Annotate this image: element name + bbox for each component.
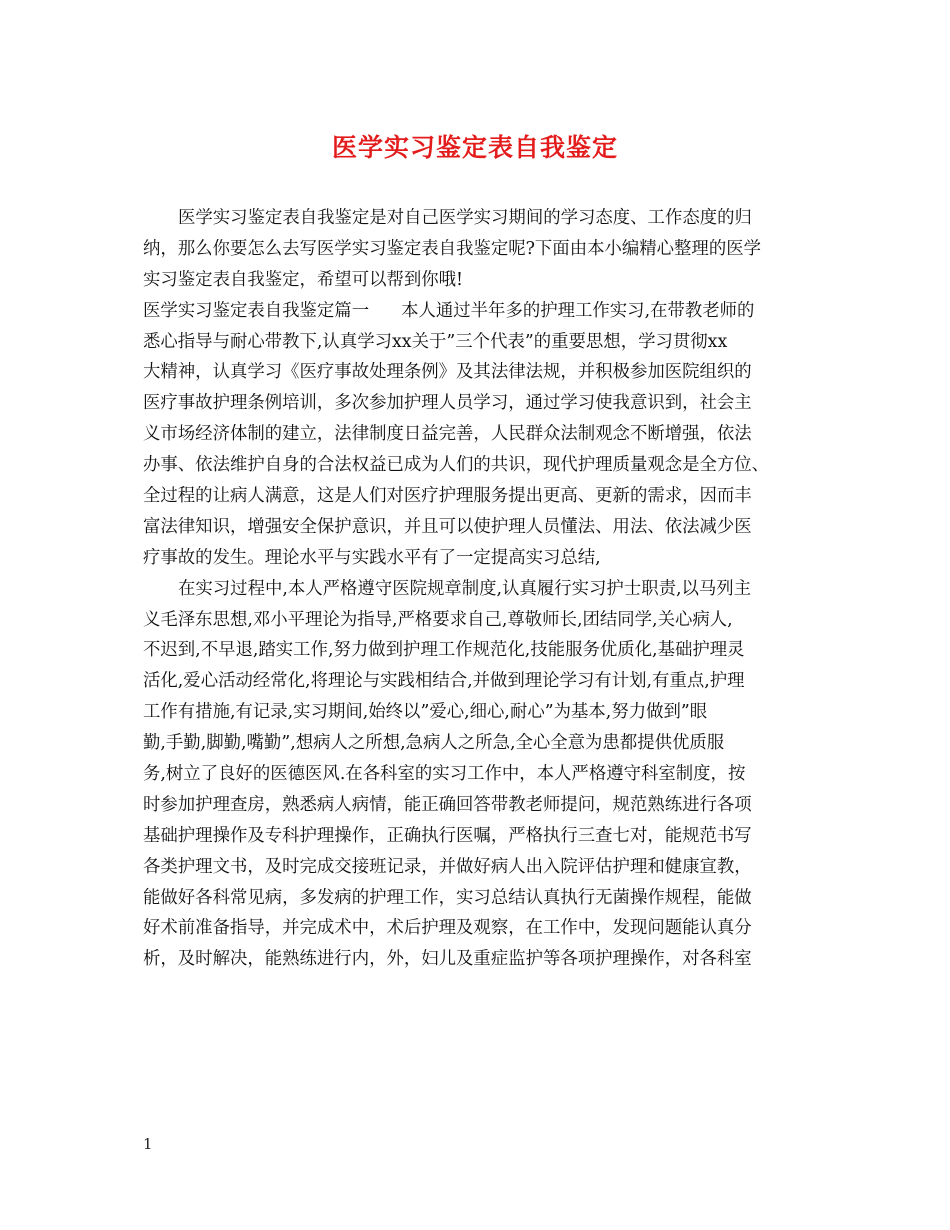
text-line: 富法律知识，增强安全保护意识，并且可以使护理人员懂法、用法、依法减少医	[143, 516, 752, 537]
text-line: 好术前准备指导，并完成术中，术后护理及观察，在工作中，发现问题能认真分	[143, 918, 752, 939]
text-line: 勤,手勤,脚勤,嘴勤”,想病人之所想,急病人之所急,全心全意为患都提供优质服	[143, 733, 725, 754]
document-title: 医学实习鉴定表自我鉴定	[331, 133, 618, 162]
text-line: 悉心指导与耐心带教下,认真学习xx关于”三个代表”的重要思想，学习贯彻xx	[143, 331, 728, 352]
section-heading: 医学实习鉴定表自我鉴定篇一	[143, 300, 370, 321]
section-first-line: 本人通过半年多的护理工作实习,在带教老师的	[401, 300, 755, 321]
document-body	[143, 203, 823, 975]
text-line: 实习鉴定表自我鉴定，希望可以帮到你哦!	[143, 269, 464, 290]
text-line: 工作有措施,有记录,实习期间,始终以”爱心,细心,耐心”为基本,努力做到”眼	[143, 702, 708, 723]
intro-paragraph	[143, 203, 823, 296]
text-line: 医疗事故护理条例培训，多次参加护理人员学习，通过学习使我意识到，社会主	[143, 393, 752, 414]
text-line: 能做好各科常见病，多发病的护理工作，实习总结认真执行无菌操作规程，能做	[143, 887, 752, 908]
text-line: 各类护理文书，及时完成交接班记录，并做好病人出入院评估护理和健康宣教，	[143, 856, 752, 877]
internship-paragraph	[143, 574, 823, 976]
text-line	[143, 296, 823, 327]
text-line: 医学实习鉴定表自我鉴定是对自己医学实习期间的学习态度、工作态度的归	[178, 208, 752, 228]
text-line: 大精神，认真学习《医疗事故处理条例》及其法律法规，并积极参加医院组织的	[143, 362, 752, 383]
text-line: 办事、依法维护自身的合法权益已成为人们的共识，现代护理质量观念是全方位、	[143, 455, 770, 476]
text-line: 在实习过程中,本人严格遵守医院规章制度,认真履行实习护士职责,以马列主	[178, 578, 752, 599]
text-line: 义市场经济体制的建立，法律制度日益完善，人民群众法制观念不断增强，依法	[143, 424, 752, 445]
text-line: 务,树立了良好的医德医风.在各科室的实习工作中，本人严格遵守科室制度，按	[143, 764, 746, 785]
text-line: 义毛泽东思想,邓小平理论为指导,严格要求自己,尊敬师长,团结同学,关心病人,	[143, 609, 733, 630]
text-line: 疗事故的发生。理论水平与实践水平有了一定提高实习总结,	[143, 547, 601, 568]
page-number: 1	[143, 1135, 153, 1153]
text-line: 不迟到,不早退,踏实工作,努力做到护理工作规范化,技能服务优质化,基础护理灵	[143, 640, 745, 661]
text-line: 时参加护理查房，熟悉病人病情，能正确回答带教老师提问，规范熟练进行各项	[143, 794, 752, 815]
text-line: 全过程的让病人满意，这是人们对医疗护理服务提出更高、更新的需求，因而丰	[143, 486, 752, 507]
section-one-paragraph	[143, 296, 823, 574]
text-line: 析，及时解决，能熟练进行内，外，妇儿及重症监护等各项护理操作，对各科室	[143, 949, 752, 970]
text-line: 活化,爱心活动经常化,将理论与实践相结合,并做到理论学习有计划,有重点,护理	[143, 671, 745, 692]
text-line: 基础护理操作及专科护理操作，正确执行医嘱，严格执行三查七对，能规范书写	[143, 825, 752, 846]
text-line: 纳，那么你要怎么去写医学实习鉴定表自我鉴定呢?下面由本小编精心整理的医学	[143, 238, 761, 259]
